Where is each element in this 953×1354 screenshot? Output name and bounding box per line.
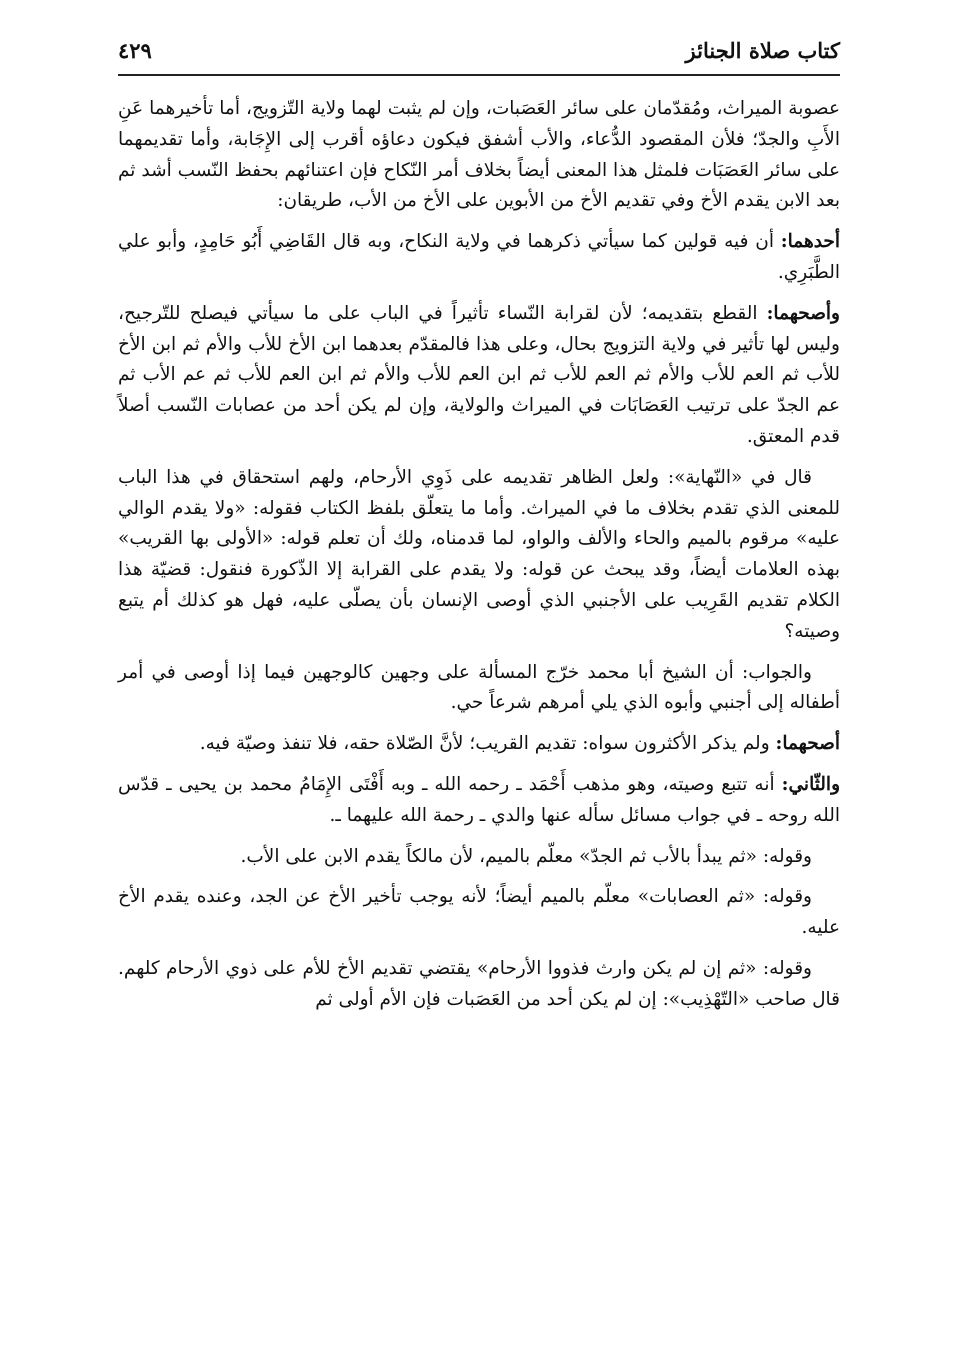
paragraph-text: قال في «النّهاية»: ولعل الظاهر تقديمه على ذَوِي الأرحام، ولهم استحقاق في هذا الباب للمعنى الذي تقدم بخلاف ما في الميراث. وأما ما يتعلّق بلفظ الكتاب فقوله: «ولا يقدم الوالي عليه» مرقوم بالميم والحاء والألف والواو، لما قدمناه، ولك أن تعلم قوله: «الأولى بها القريب» بهذه العلامات أيضاً، وقد يبحث عن قوله: ولا يقدم على القرابة إلا الذّكورة فنقول: قضيّة هذا الكلام تقديم القَرِيب على الأجنبي الذي أوصى الإنسان بأن يصلّى عليه، فهل هو كذلك أم يتبع وصيته؟ [118, 466, 840, 642]
paragraph-4 [118, 463, 840, 648]
page-body [118, 94, 840, 1026]
page-number: ٤٢٩ [118, 38, 152, 63]
paragraph-text: عصوبة الميراث، ومُقدّمان على سائر العَصَبات، وإن لم يثبت لهما ولاية التّزويج، أما تأخيرهما عَنِ الأَبِ والجدّ؛ فلأن المقصود الدُّعاء، والأب أشفق فيكون دعاؤه أقرب إلى الإِجَابة، وأما تقديمهما على سائر العَصَبَات فلمثل هذا المعنى أيضاً بخلاف أمر النّكاح فإن اعتنائهم بحفظ النّسب أشد ثم بعد الابن يقدم الأخ وفي تقديم الأخ من الأبوين على الأخ من الأب، طريقان: [118, 98, 840, 212]
paragraph-lead: وأصحهما: [766, 302, 840, 324]
paragraph-text: ولم يذكر الأكثرون سواه: تقديم القريب؛ لأنَّ الصّلاة حقه، فلا تنفذ وصيّة فيه. [199, 733, 776, 755]
paragraph-lead: أصحهما: [775, 733, 840, 755]
paragraph-8 [118, 842, 840, 873]
paragraph-7 [118, 770, 840, 832]
paragraph-1 [118, 94, 840, 217]
page-header [118, 34, 840, 76]
paragraph-lead: والثّاني: [781, 773, 840, 795]
paragraph-lead: أحدهما: [780, 231, 840, 253]
paragraph-text: أن فيه قولين كما سيأتي ذكرهما في ولاية النكاح، وبه قال القَاضِي أَبُو حَامِدٍ، وأبو علي الطَّبَرِي. [118, 231, 840, 283]
paragraph-text: القطع بتقديمه؛ لأن لقرابة النّساء تأثيراً في الباب على ما سيأتي فيصلح للتّرجيح، وليس لها تأثير في ولاية التزويج بحال، وعلى هذا فالمقدّم بعدهما ابن الأخ للأب والأم ثم ابن الأخ للأب ثم العم للأب والأم ثم العم للأب ثم ابن العم للأب والأم ثم ابن العم للأب ثم عم الأب ثم عم الجدّ على ترتيب العَصَابَات في الميراث والولاية، وإن لم يكن أحد من عصابات النّسب أصلاً قدم المعتق. [118, 302, 840, 447]
paragraph-2 [118, 227, 840, 289]
paragraph-5 [118, 658, 840, 720]
paragraph-text: والجواب: أن الشيخ أبا محمد خرّج المسألة على وجهين كالوجهين فيما إذا أوصى في أمر أطفاله إلى أجنبي وأبوه الذي يلي أمرهم شرعاً حي. [118, 661, 840, 714]
paragraph-text: وقوله: «ثم العصابات» معلّم بالميم أيضاً؛ لأنه يوجب تأخير الأخ عن الجد، وعنده يقدم الأخ عليه. [118, 886, 840, 939]
paragraph-text: وقوله: «ثم إن لم يكن وارث فذووا الأرحام» يقتضي تقديم الأخ للأم على ذوي الأرحام كلهم. قال صاحب «التّهْذِيب»: إن لم يكن أحد من العَصَبات فإن الأم أولى ثم [118, 957, 840, 1010]
paragraph-text: وقوله: «ثم يبدأ بالأب ثم الجدّ» معلّم بالميم، لأن مالكاً يقدم الابن على الأب. [240, 845, 812, 867]
paragraph-6 [118, 729, 840, 760]
paragraph-10 [118, 954, 840, 1016]
running-title: كتاب صلاة الجنائز [685, 38, 840, 63]
paragraph-9 [118, 882, 840, 944]
paragraph-3 [118, 299, 840, 453]
paragraph-text: أنه تتبع وصيته، وهو مذهب أَحْمَد ـ رحمه الله ـ وبه أَفْتَى الإِمَامُ محمد بن يحيى ـ قدّس الله روحه ـ في جواب مسائل سأله عنها والدي ـ رحمة الله عليهما ـ. [118, 773, 840, 826]
